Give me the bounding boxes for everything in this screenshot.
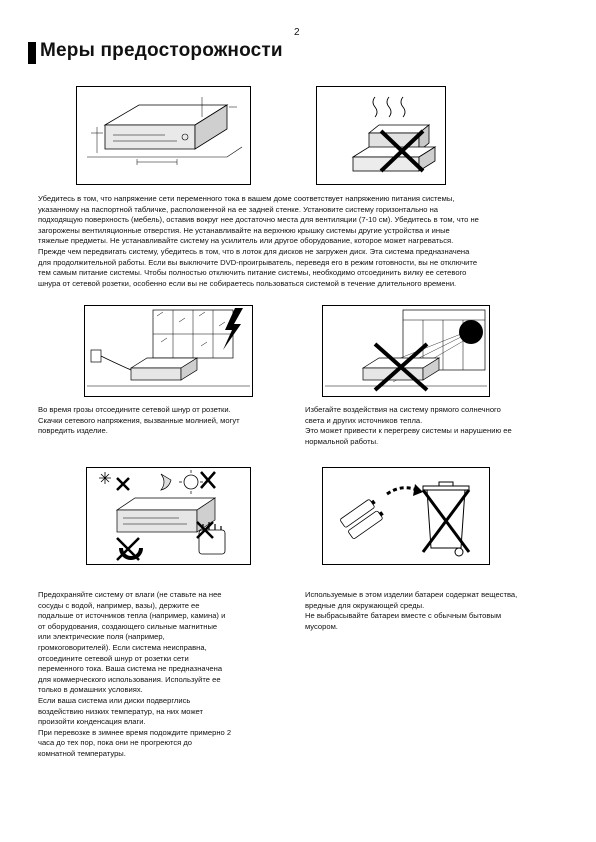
battery-text: [305, 590, 517, 632]
text-line: нормальной работы.: [305, 436, 379, 446]
battery-disposal-illustration: [322, 467, 490, 565]
text-line: сосуды с водой, например, вазы), держите ее: [38, 600, 200, 610]
text-line: Это может привести к перегреву системы и нарушению ее: [305, 426, 512, 436]
text-line: громкоговорителей). Если система неисправна,: [38, 642, 207, 652]
text-line: Прежде чем передвигать систему, убедитесь в том, что в лоток для дисков не загружен диск. Эта система предназначена: [38, 246, 470, 256]
text-line: Если ваша система или диски подверглись: [38, 695, 191, 705]
sunlight-illustration: [322, 305, 490, 397]
text-line: света и других источников тепла.: [305, 415, 423, 425]
text-line: шнура от сетевой розетки, особенно если вы не собираетесь пользоваться системой в течение длительного времени.: [38, 278, 457, 288]
text-line: подходящую поверхность (мебель), оставив вокруг нее достаточно места для вентиляции (7-10 см). Убедитесь в том, что не: [38, 215, 479, 225]
text-line: Скачки сетевого напряжения, вызванные молнией, могут: [38, 415, 240, 425]
page-title: Меры предосторожности: [40, 40, 283, 61]
text-line: только в домашних условиях.: [38, 685, 143, 695]
text-line: часа до тех пор, пока они не прогреются до: [38, 738, 193, 748]
title-marker: [28, 42, 36, 64]
text-line: тем самым питание системы. Чтобы полностью отключить питание системы, необходимо отсоединить вилку ее сетевого: [38, 268, 467, 278]
text-line: мусором.: [305, 621, 338, 631]
moisture-magnet-illustration: [86, 467, 251, 565]
text-line: загорожены вентиляционные отверстия. Не устанавливайте на верхнюю крышку системы другие устройства и иные: [38, 225, 450, 235]
text-line: Не выбрасывайте батареи вместе с обычным бытовым: [305, 611, 502, 621]
text-line: указанному на паспортной табличке, расположенной на ее задней стенке. Установите систему горизонтально на: [38, 204, 438, 214]
no-heat-stacking-illustration: [316, 86, 446, 185]
storm-text: [38, 405, 240, 437]
text-line: комнатной температуры.: [38, 748, 126, 758]
text-line: вредные для окружающей среды.: [305, 600, 425, 610]
text-line: Во время грозы отсоедините сетевой шнур от розетки.: [38, 405, 231, 414]
text-line: произойти конденсация влаги.: [38, 717, 146, 727]
ventilation-illustration: [76, 86, 251, 185]
sunlight-text: [305, 405, 512, 447]
text-line: При перевозке в зимнее время подождите примерно 2: [38, 727, 232, 737]
page-number: 2: [294, 27, 300, 38]
intro-text: [38, 194, 479, 289]
text-line: повредить изделие.: [38, 426, 108, 436]
thunderstorm-illustration: [84, 305, 253, 397]
text-line: воздействию низких температур, на них может: [38, 706, 203, 716]
text-line: для продолжительной работы. Если вы выключите DVD-проигрыватель, переведя его в режим готовности, вы не отключите: [38, 257, 478, 267]
text-line: отсоедините сетевой шнур от розетки сети: [38, 653, 189, 663]
text-line: подальше от источников тепла (например, камина) и: [38, 611, 226, 621]
text-line: от оборудования, создающего сильные магнитные: [38, 621, 218, 631]
text-line: Используемые в этом изделии батареи содержат вещества,: [305, 590, 518, 599]
text-line: переменного тока. Ваша система не предназначена: [38, 664, 223, 674]
text-line: Избегайте воздействия на систему прямого солнечного: [305, 405, 501, 414]
text-line: тяжелые предметы. Не устанавливайте систему на усилитель или другое оборудование, которое может нагреваться.: [38, 236, 454, 246]
text-line: Предохраняйте систему от влаги (не ставьте на нее: [38, 590, 222, 599]
text-line: или электрические поля (например,: [38, 632, 165, 642]
text-line: для коммерческого использования. Используйте ее: [38, 674, 221, 684]
text-line: Убедитесь в том, что напряжение сети переменного тока в вашем доме соответствует напряжению питания системы,: [38, 194, 455, 203]
moisture-text: [38, 590, 231, 760]
